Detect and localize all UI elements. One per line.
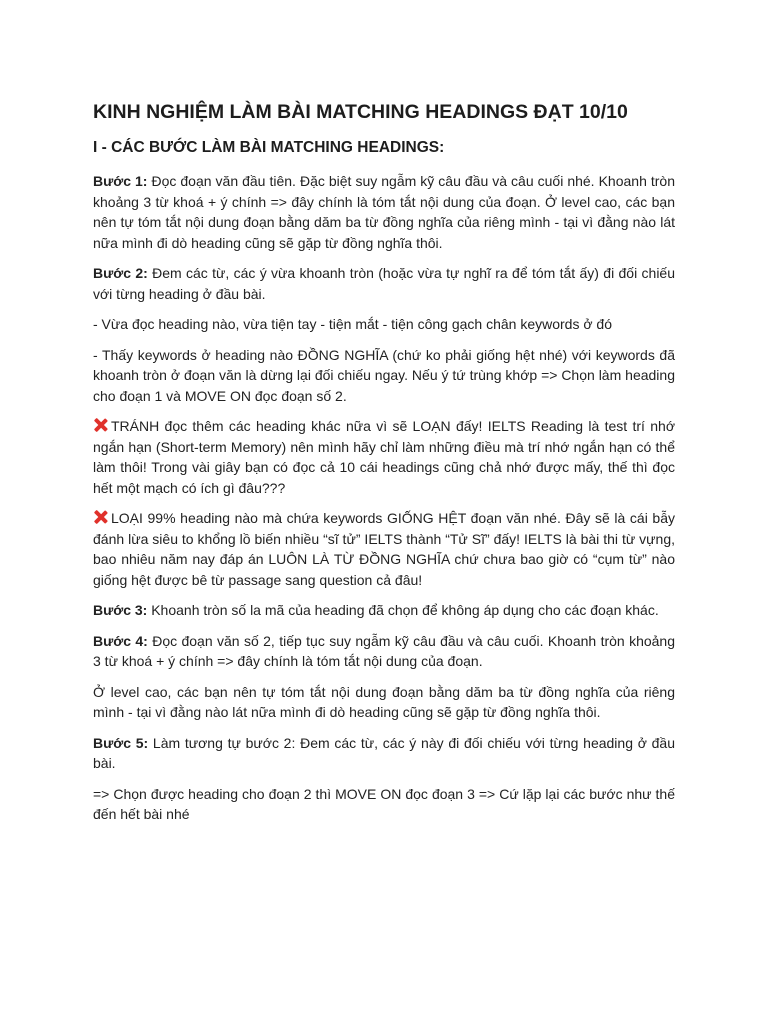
step-3-text: Khoanh tròn số la mã của heading đã chọn để không áp dụng cho các đoạn khác. — [147, 602, 659, 618]
step-4-paragraph — [93, 631, 675, 672]
step-2-text: Đem các từ, các ý vừa khoanh tròn (hoặc vừa tự nghĩ ra để tóm tắt ấy) đi đối chiếu với từng heading ở đầu bài. — [93, 265, 676, 302]
step-3-paragraph — [93, 600, 675, 621]
step-4-text: Đọc đoạn văn số 2, tiếp tục suy ngẫm kỹ câu đầu và câu cuối. Khoanh tròn khoảng 3 từ khoá + ý chính => đây chính là tóm tắt nội dung của đoạn. — [93, 632, 676, 669]
step-4-label: Bước 4: — [93, 632, 148, 649]
red-cross-mark-icon — [93, 418, 107, 432]
red-cross-mark-icon — [93, 510, 107, 524]
warning-1-text: TRÁNH đọc thêm các heading khác nữa vì sẽ LOẠN đấy! IELTS Reading là test trí nhớ ngắn hạn (Short-term Memory) nên mình hãy chỉ làm những điều mà trí nhớ ngắn hạn có thể làm thôi! Trong vài giây bạn có đọc cả 10 cái headings cũng chả nhớ được mấy, thế thì đọc hết một mạch có ích gì đâu??? — [93, 418, 675, 496]
warning-2-paragraph — [93, 508, 675, 590]
warning-2-text: LOẠI 99% heading nào mà chứa keywords GIỐNG HỆT đoạn văn nhé. Đây sẽ là cái bẫy đánh lừa siêu to khổng lồ biến nhiều “sĩ tử” IELTS thành “Tử Sĩ” đấy! IELTS là bài thi từ vựng, bao nhiêu năm nay đáp án LUÔN LÀ TỪ ĐỒNG NGHĨA chứ chưa bao giờ có “cụm từ” nào giống hệt được bê từ passage sang question cả đâu! — [93, 510, 675, 588]
step-5-paragraph — [93, 733, 675, 774]
warning-1-paragraph — [93, 416, 675, 498]
bullet-underline-keywords: - Vừa đọc heading nào, vừa tiện tay - tiện mắt - tiện công gạch chân keywords ở đó — [93, 316, 612, 332]
step-1-paragraph — [93, 171, 675, 253]
step-1-text: Đọc đoạn văn đầu tiên. Đặc biệt suy ngẫm kỹ câu đầu và câu cuối nhé. Khoanh tròn khoảng 3 từ khoá + ý chính => đây chính là tóm tắt nội dung của đoạn. Ở level cao, các bạn nên tự tóm tắt nội dung đoạn bằng dăm ba từ đồng nghĩa của riêng mình - tại vì đằng nào lát nữa mình đi dò heading cũng sẽ gặp từ đồng nghĩa thôi. — [93, 173, 675, 251]
step-5-label: Bước 5: — [93, 734, 149, 751]
step-5-text: Làm tương tự bước 2: Đem các từ, các ý này đi đối chiếu với từng heading ở đầu bài. — [93, 734, 675, 771]
document-body — [93, 100, 675, 835]
step-3-label: Bước 3: — [93, 602, 148, 618]
section-heading: I - CÁC BƯỚC LÀM BÀI MATCHING HEADINGS: — [93, 139, 445, 156]
page-title: KINH NGHIỆM LÀM BÀI MATCHING HEADINGS ĐẠT 10/10 — [93, 101, 628, 123]
step-2-label: Bước 2: — [93, 265, 148, 281]
step-4-extra-paragraph: Ở level cao, các bạn nên tự tóm tắt nội dung đoạn bằng dăm ba từ đồng nghĩa của riêng mình - tại vì đằng nào lát nữa mình đi dò heading cũng sẽ gặp từ đồng nghĩa thôi. — [93, 683, 675, 720]
step-2-paragraph — [93, 263, 675, 304]
step-1-label: Bước 1: — [93, 173, 148, 189]
bullet-synonym-keywords: - Thấy keywords ở heading nào ĐỒNG NGHĨA (chứ ko phải giống hệt nhé) với keywords đã khoanh tròn ở đoạn văn là dừng lại đối chiếu ngay. Nếu ý tứ trùng khớp => Chọn làm heading cho đoạn 1 và MOVE ON đọc đoạn số 2. — [93, 346, 675, 404]
closing-paragraph: => Chọn được heading cho đoạn 2 thì MOVE ON đọc đoạn 3 => Cứ lặp lại các bước như thế đến hết bài nhé — [93, 785, 675, 822]
